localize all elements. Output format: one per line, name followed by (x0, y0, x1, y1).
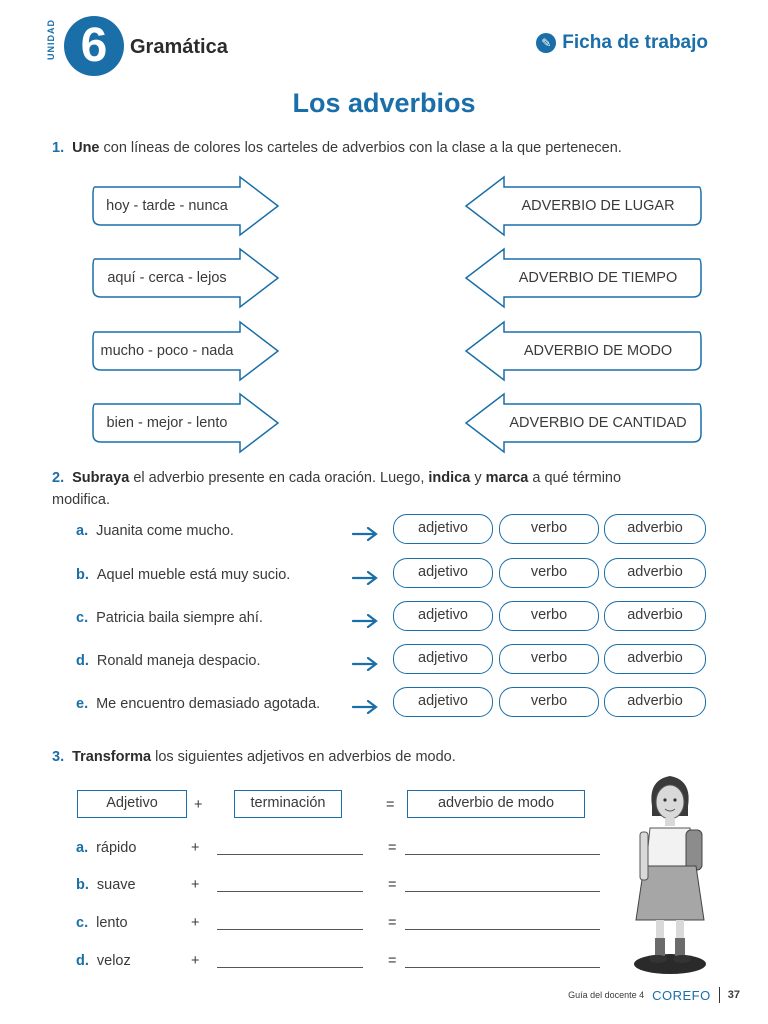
option-adjetivo[interactable]: adjetivo (393, 601, 493, 631)
transform-item (76, 840, 136, 856)
adverb-class-card (462, 392, 704, 454)
arrow-right-icon (352, 700, 378, 714)
question-verb: Une (72, 140, 100, 156)
page-title: Los adverbios (292, 88, 476, 118)
question-verb-indica: indica (428, 470, 471, 486)
item-letter: c. (76, 610, 89, 626)
suffix-answer-line[interactable] (217, 929, 363, 930)
suffix-answer-line[interactable] (217, 854, 363, 855)
footer-brand: COREFO (652, 987, 711, 1003)
sentence-item (76, 653, 261, 669)
sentence-item (76, 696, 320, 712)
worksheet-label-text: Ficha de trabajo (562, 32, 708, 53)
adverb-class-text: ADVERBIO DE TIEMPO (518, 270, 678, 286)
question-1 (52, 140, 622, 156)
question-number: 3. (52, 749, 65, 765)
adjective-word: suave (96, 877, 136, 893)
unit-label: UNIDAD (46, 19, 56, 60)
question-text-line2: modifica. (52, 492, 111, 508)
item-letter: b. (76, 567, 89, 583)
item-letter: d. (76, 953, 89, 969)
suffix-answer-line[interactable] (217, 891, 363, 892)
transform-item (76, 877, 136, 893)
question-text: con líneas de colores los carteles de adverbios con la clase a la que pertenecen. (99, 140, 622, 156)
arrow-right-icon (352, 614, 378, 628)
equals-sign: = (388, 953, 397, 969)
pencil-icon: ✎ (536, 33, 556, 53)
header-box-adverbio-modo: adverbio de modo (407, 790, 585, 818)
header-box-terminacion: terminación (234, 790, 342, 818)
option-verbo[interactable]: verbo (499, 687, 599, 717)
question-text: los siguientes adjetivos en adverbios de modo. (151, 749, 456, 765)
sentence-text: Ronald maneja despacio. (96, 653, 261, 669)
transform-item (76, 915, 128, 931)
option-adverbio[interactable]: adverbio (604, 687, 706, 717)
plus-sign: + (194, 797, 203, 813)
equals-sign: = (386, 797, 395, 813)
sentence-text: Patricia baila siempre ahí. (96, 610, 263, 626)
adverb-answer-line[interactable] (405, 929, 600, 930)
question-text-end: a qué término (528, 470, 622, 486)
plus-sign: + (191, 840, 200, 856)
adverb-class-text: ADVERBIO DE LUGAR (521, 198, 675, 214)
adjective-word: veloz (96, 953, 131, 969)
plus-sign: + (191, 915, 200, 931)
equals-sign: = (388, 840, 397, 856)
schoolgirl-illustration (628, 770, 712, 980)
section-title: Gramática (130, 36, 228, 58)
sentence-item (76, 523, 234, 539)
worksheet-label (536, 32, 708, 54)
option-adjetivo[interactable]: adjetivo (393, 558, 493, 588)
option-verbo[interactable]: verbo (499, 558, 599, 588)
adverb-class-card (462, 247, 704, 309)
adverb-class-card (462, 175, 704, 237)
option-verbo[interactable]: verbo (499, 644, 599, 674)
sentence-item (76, 567, 290, 583)
option-adjetivo[interactable]: adjetivo (393, 514, 493, 544)
item-letter: d. (76, 653, 89, 669)
question-verb: Transforma (72, 749, 152, 765)
adjective-word: rápido (96, 840, 137, 856)
footer-separator (719, 987, 720, 1003)
question-2 (52, 467, 708, 511)
sentence-item (76, 610, 263, 626)
option-adverbio[interactable]: adverbio (604, 514, 706, 544)
header-box-adjetivo: Adjetivo (77, 790, 187, 818)
sentence-text: Juanita come mucho. (96, 523, 234, 539)
footer-guide: Guía del docente 4 (568, 990, 645, 1000)
adverb-answer-line[interactable] (405, 967, 600, 968)
sentence-text: Me encuentro demasiado agotada. (96, 696, 321, 712)
adverb-card (92, 392, 282, 454)
arrow-right-icon (352, 571, 378, 585)
adverb-card (92, 175, 282, 237)
page-number: 37 (727, 989, 740, 1001)
adverb-class-card (462, 320, 704, 382)
question-verb: Subraya (72, 470, 130, 486)
question-verb-marca: marca (485, 470, 529, 486)
adverb-card-text: hoy - tarde - nunca (106, 198, 228, 214)
adverb-card-text: aquí - cerca - lejos (107, 270, 227, 286)
question-text: el adverbio presente en cada oración. Luego, (129, 470, 429, 486)
plus-sign: + (191, 877, 200, 893)
adverb-card-text: bien - mejor - lento (106, 415, 228, 431)
option-adjetivo[interactable]: adjetivo (393, 644, 493, 674)
option-verbo[interactable]: verbo (499, 514, 599, 544)
option-verbo[interactable]: verbo (499, 601, 599, 631)
arrow-right-icon (352, 527, 378, 541)
option-adverbio[interactable]: adverbio (604, 558, 706, 588)
question-number: 1. (52, 140, 65, 156)
page-footer (568, 987, 740, 1003)
option-adjetivo[interactable]: adjetivo (393, 687, 493, 717)
item-letter: a. (76, 840, 89, 856)
suffix-answer-line[interactable] (217, 967, 363, 968)
adjective-word: lento (96, 915, 128, 931)
arrow-right-icon (352, 657, 378, 671)
option-adverbio[interactable]: adverbio (604, 644, 706, 674)
option-adverbio[interactable]: adverbio (604, 601, 706, 631)
item-letter: b. (76, 877, 89, 893)
item-letter: c. (76, 915, 89, 931)
transform-item (76, 953, 131, 969)
adverb-class-text: ADVERBIO DE CANTIDAD (509, 415, 687, 431)
sentence-text: Aquel mueble está muy sucio. (96, 567, 291, 583)
unit-number-badge: 6 (64, 16, 124, 76)
equals-sign: = (388, 915, 397, 931)
item-letter: e. (76, 696, 89, 712)
adverb-card-text: mucho - poco - nada (100, 343, 234, 359)
question-text-y: y (470, 470, 486, 486)
equals-sign: = (388, 877, 397, 893)
item-letter: a. (76, 523, 89, 539)
adverb-class-text: ADVERBIO DE MODO (523, 343, 673, 359)
question-number: 2. (52, 470, 65, 486)
adverb-card (92, 247, 282, 309)
adverb-answer-line[interactable] (405, 891, 600, 892)
plus-sign: + (191, 953, 200, 969)
adverb-answer-line[interactable] (405, 854, 600, 855)
question-3 (52, 749, 456, 765)
adverb-card (92, 320, 282, 382)
